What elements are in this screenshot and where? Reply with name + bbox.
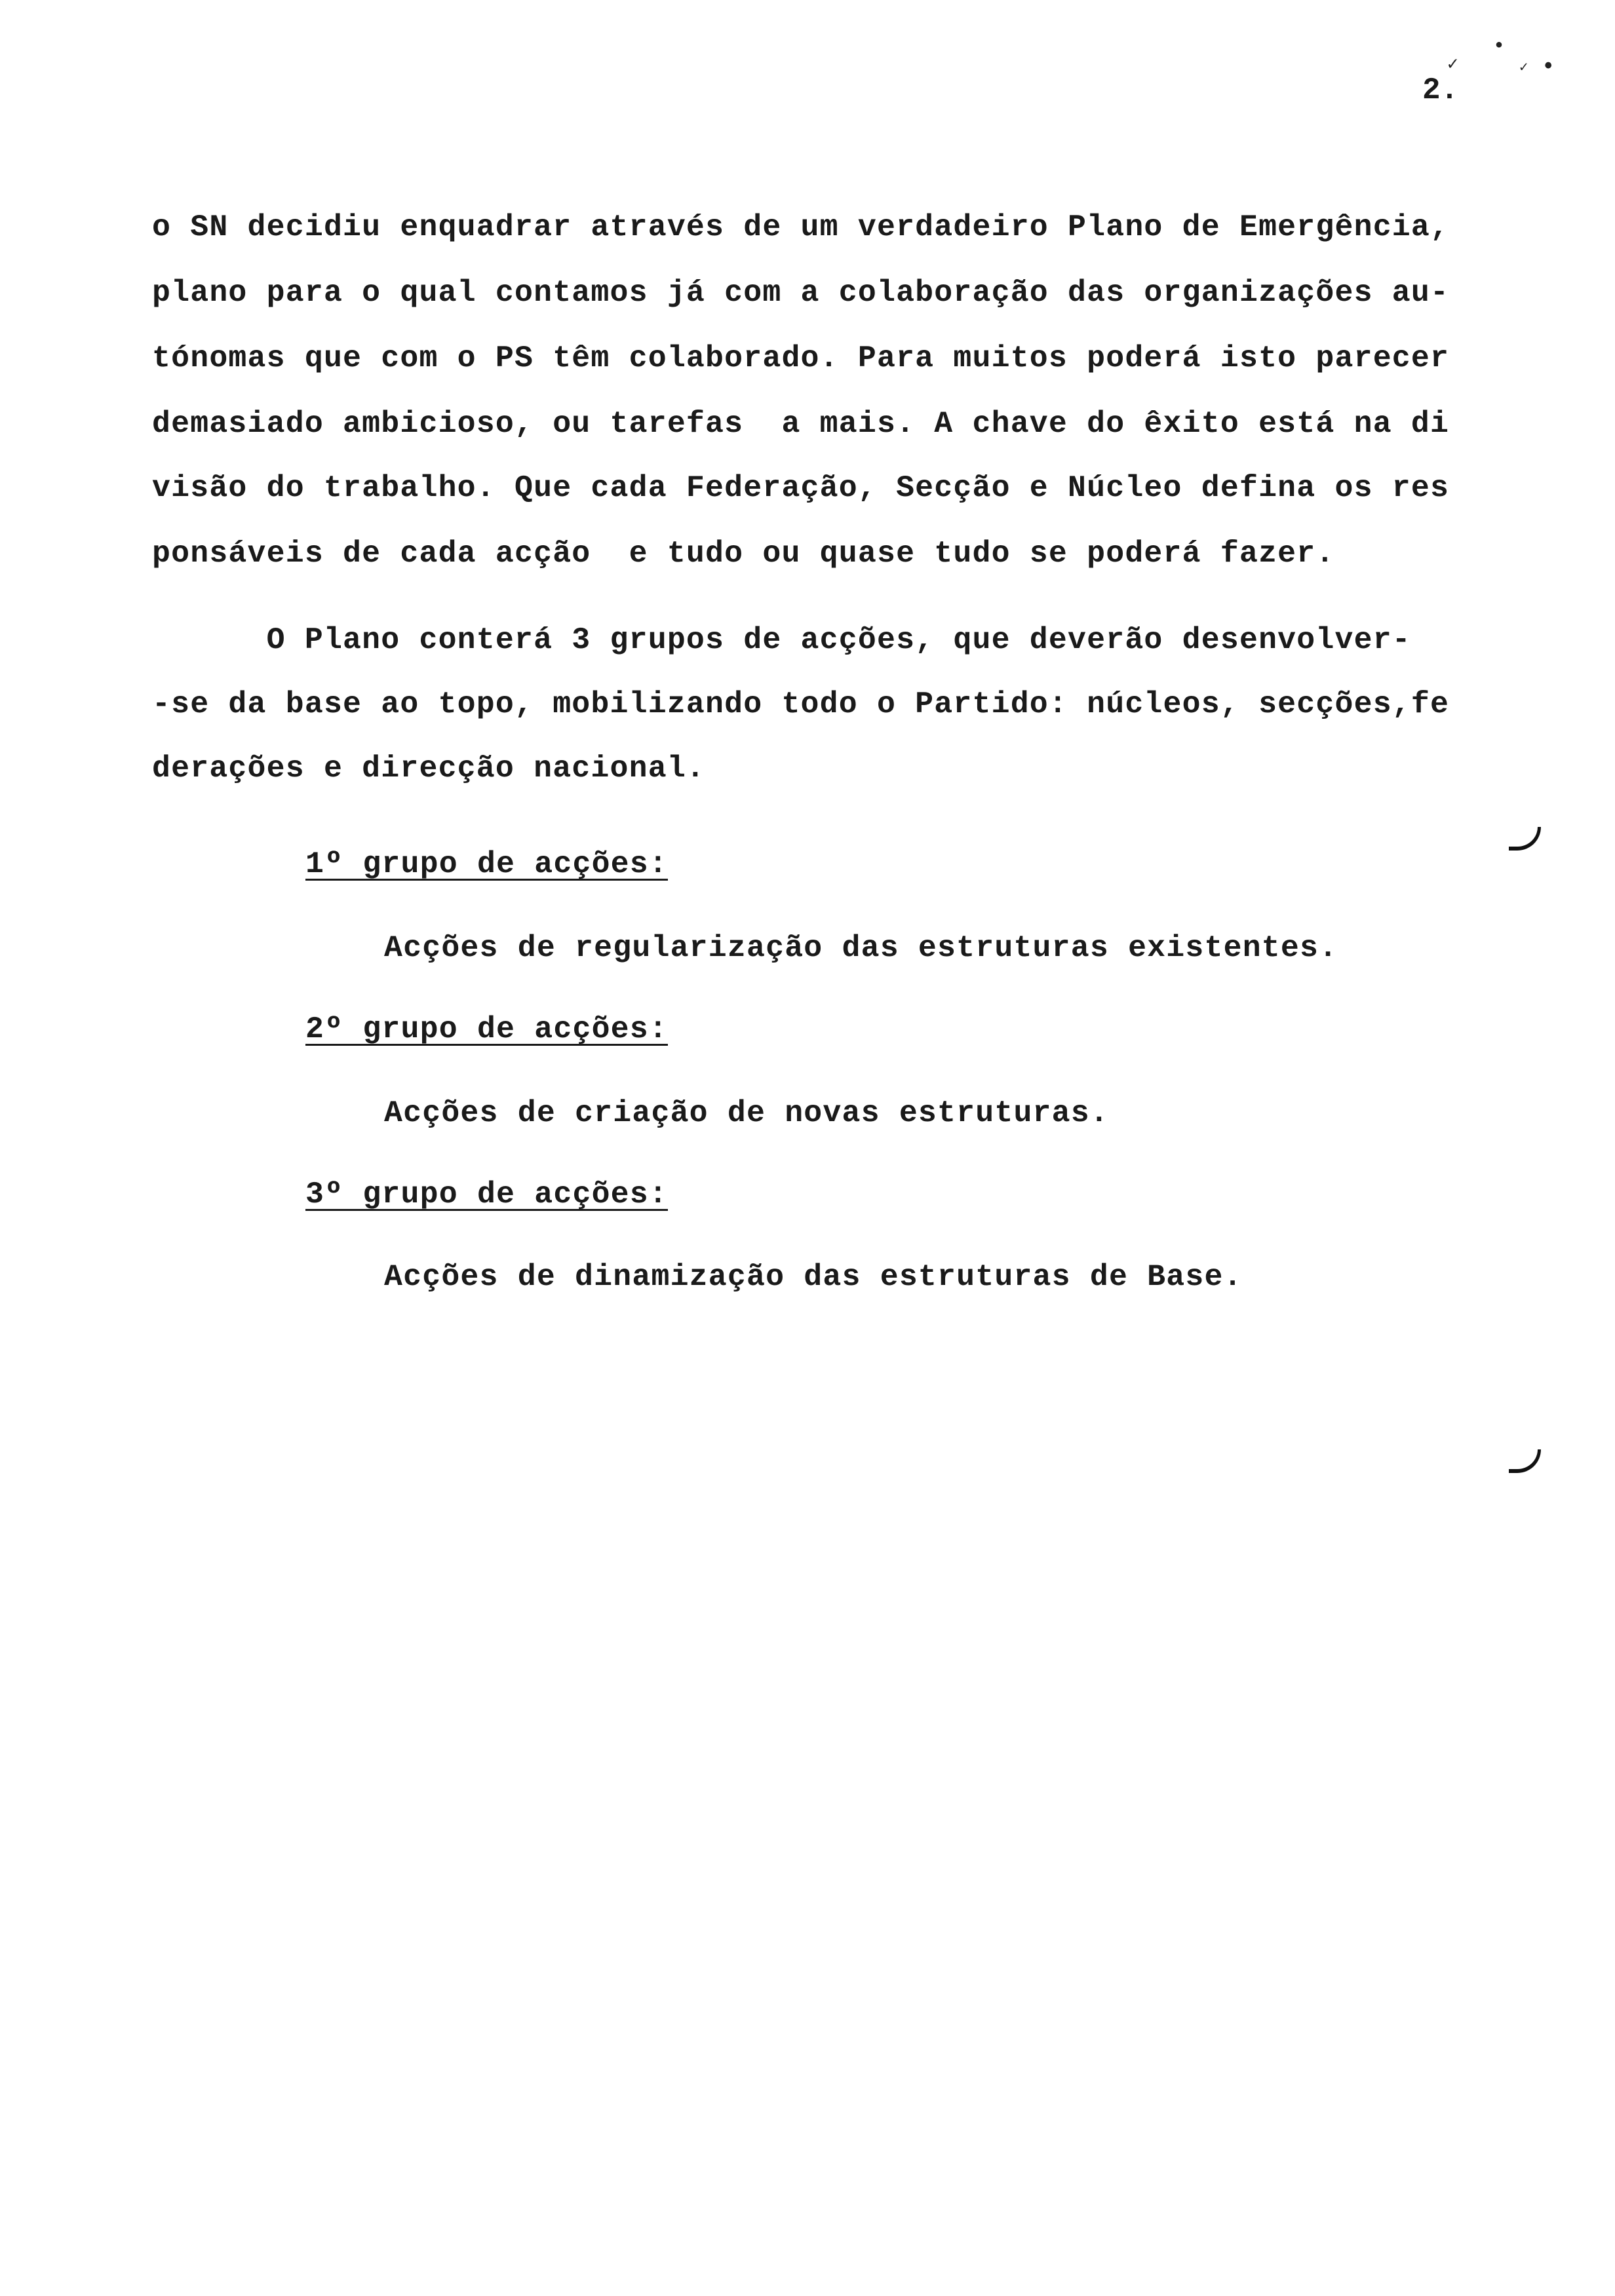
paragraph-1-line: o SN decidiu enquadrar através de um verdadeiro Plano de Emergência, [152, 210, 1450, 244]
group-item-1: Acções de regularização das estruturas existentes. [384, 930, 1338, 965]
paragraph-1-line: plano para o qual contamos já com a colaboração das organizações au- [152, 275, 1450, 310]
handwritten-check-mark [1509, 1449, 1541, 1473]
group-heading-1: 1º grupo de acções: [305, 847, 668, 881]
paragraph-1-line: tónomas que com o PS têm colaborado. Para muitos poderá isto parecer [152, 341, 1450, 375]
paragraph-1-line: visão do trabalho. Que cada Federação, Secção e Núcleo defina os res [152, 470, 1450, 505]
paragraph-2-line: derações e direcção nacional. [152, 751, 706, 786]
handwritten-mark: • [1542, 55, 1555, 80]
group-heading-3: 3º grupo de acções: [305, 1177, 668, 1212]
handwritten-mark: ✓ [1447, 55, 1458, 75]
paragraph-1-line: demasiado ambicioso, ou tarefas a mais. A chave do êxito está na di [152, 406, 1450, 441]
paragraph-2-line: -se da base ao topo, mobilizando todo o Partido: núcleos, secções,fe [152, 687, 1450, 721]
paragraph-2-line: O Plano conterá 3 grupos de acções, que deverão desenvolver- [152, 622, 1411, 657]
handwritten-check-mark [1509, 827, 1541, 851]
group-heading-2: 2º grupo de acções: [305, 1012, 668, 1046]
page-number: 2. [1422, 73, 1459, 107]
paragraph-1-line: ponsáveis de cada acção e tudo ou quase tudo se poderá fazer. [152, 536, 1335, 571]
group-item-3: Acções de dinamização das estruturas de Base. [384, 1259, 1243, 1294]
group-item-2: Acções de criação de novas estruturas. [384, 1096, 1109, 1130]
handwritten-mark: ✓ [1519, 60, 1528, 76]
handwritten-mark: • [1493, 35, 1506, 58]
